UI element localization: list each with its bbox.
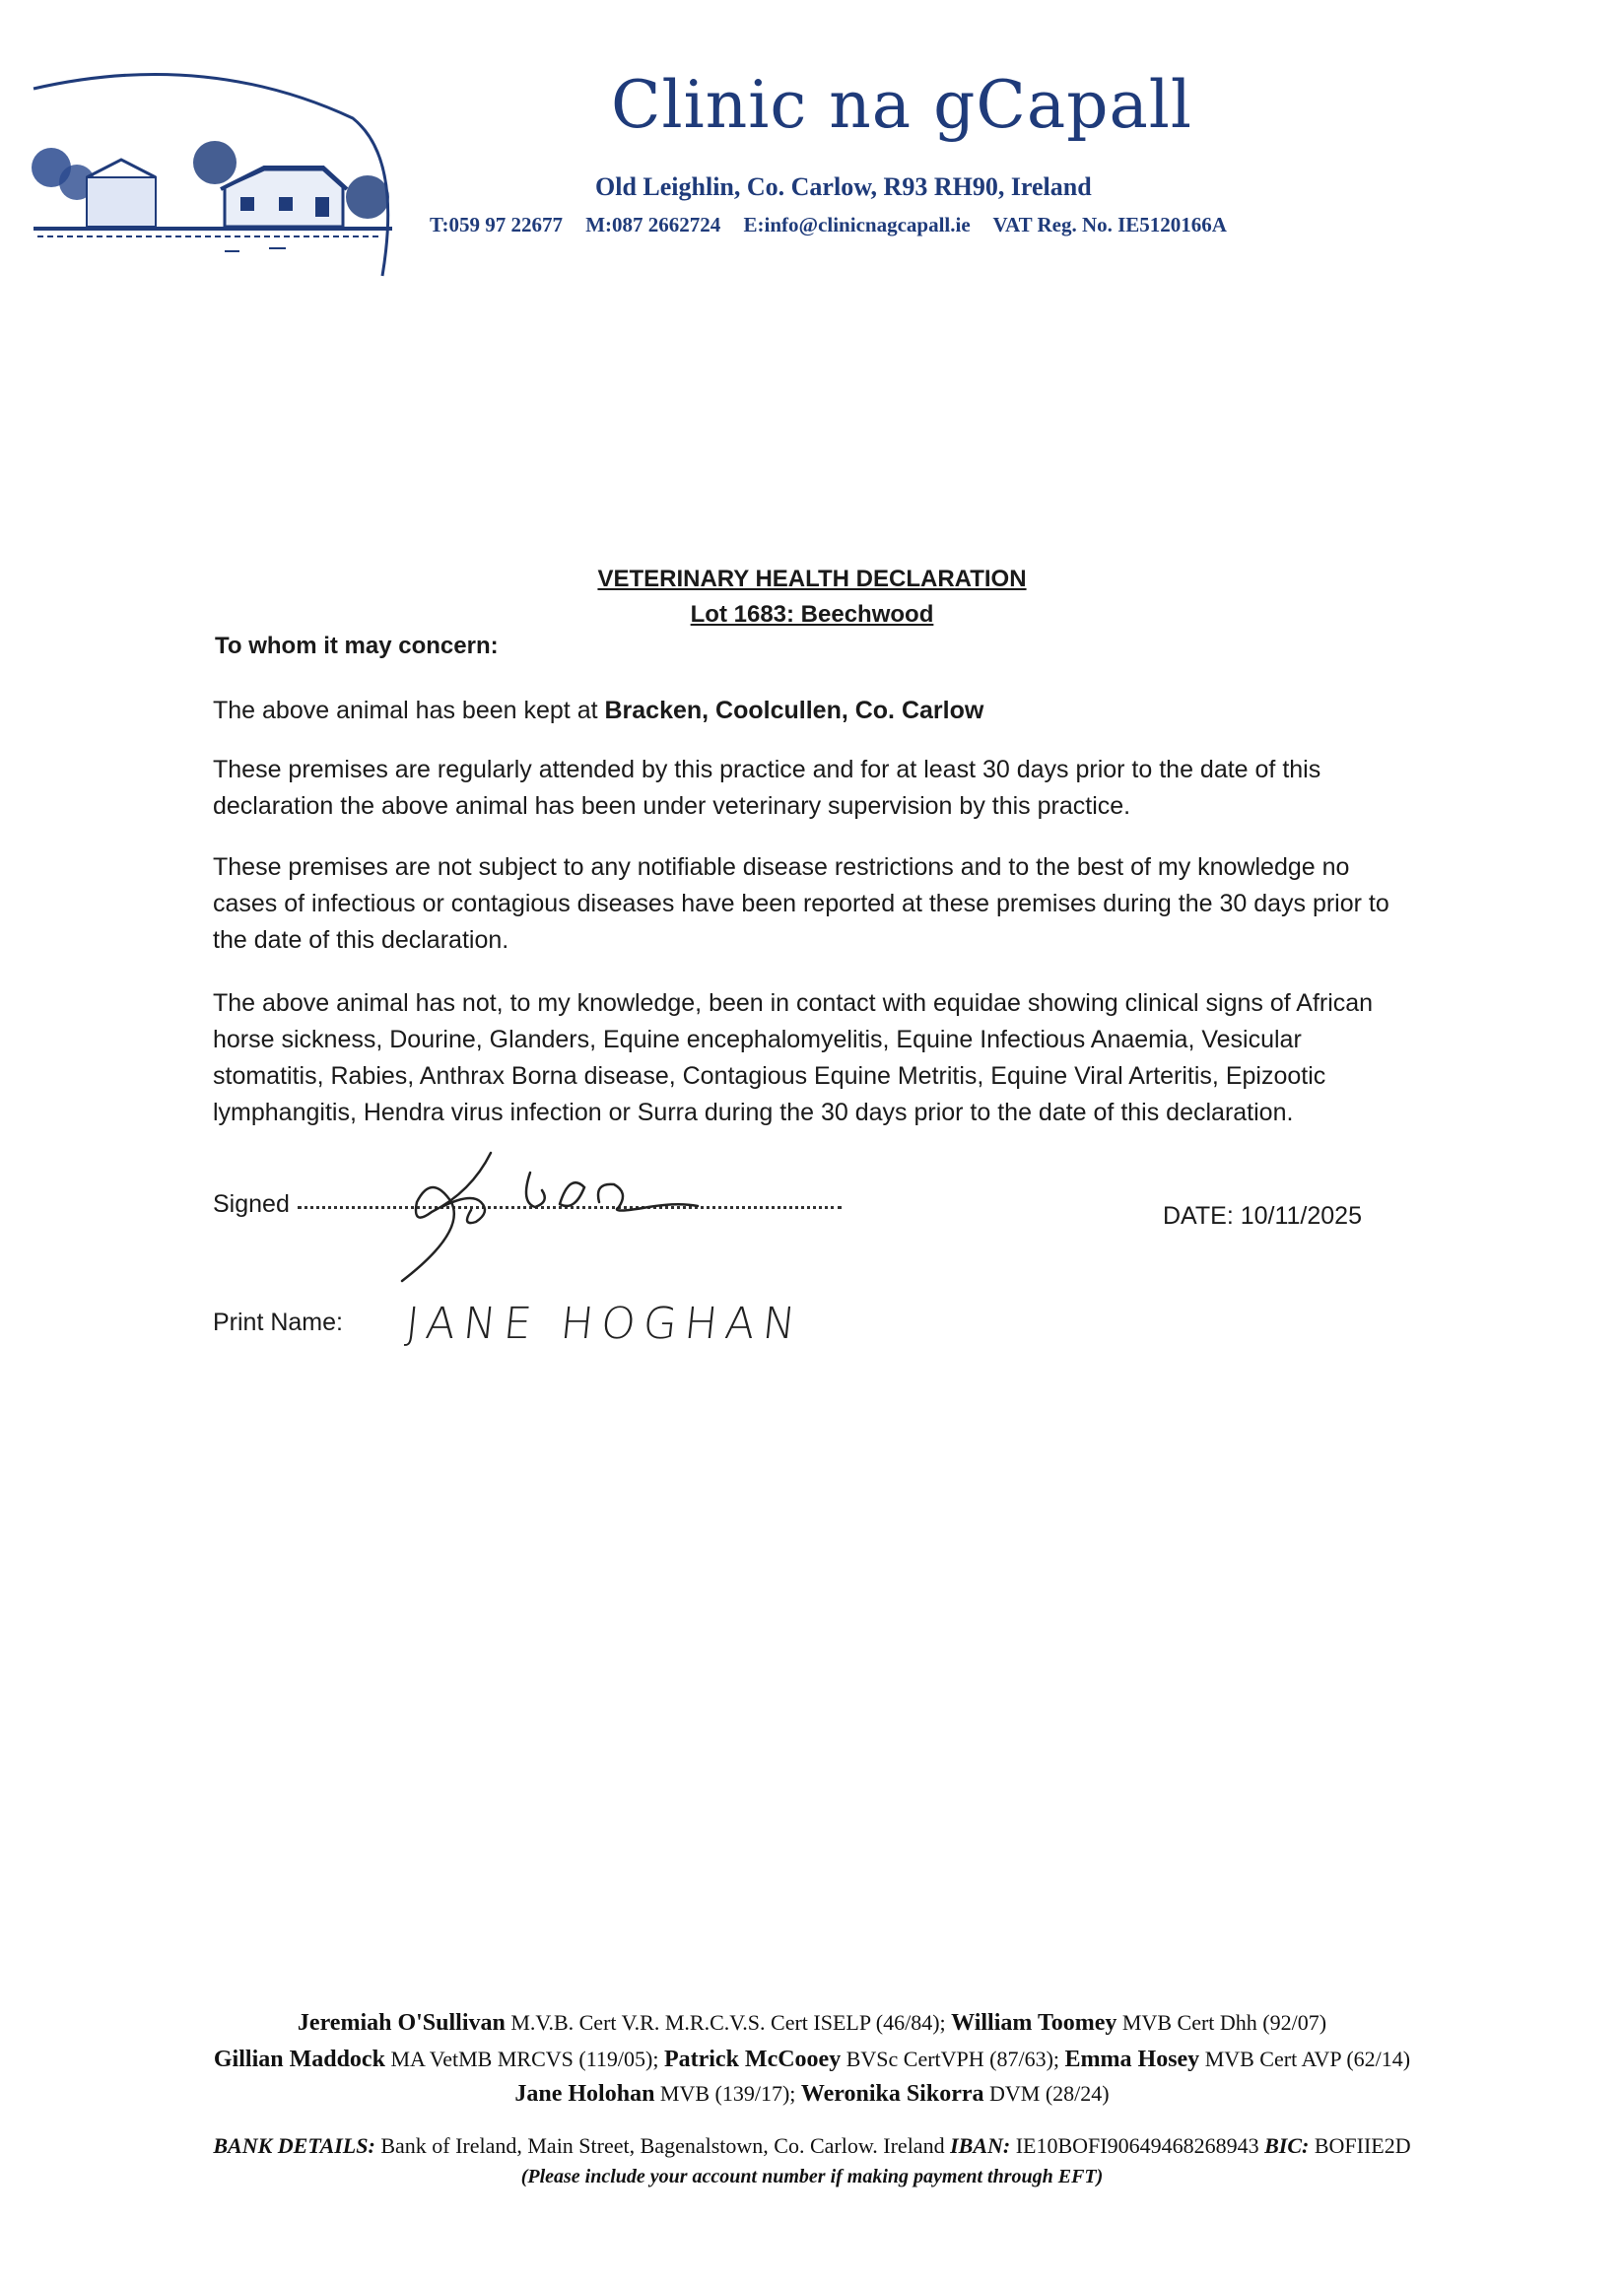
vat-number: VAT Reg. No. IE5120166A bbox=[992, 213, 1227, 236]
iban-label: IBAN: bbox=[950, 2133, 1011, 2158]
vet-name: Emma Hosey bbox=[1064, 2047, 1200, 2072]
vet-quals: MA VetMB MRCVS (119/05); bbox=[384, 2047, 664, 2071]
vet-name: Jeremiah O'Sullivan bbox=[297, 2010, 506, 2036]
vet-quals: MVB Cert Dhh (92/07) bbox=[1116, 2010, 1327, 2035]
bank-label: BANK DETAILS: bbox=[213, 2133, 375, 2158]
kept-at-paragraph bbox=[213, 693, 1410, 729]
declaration-date: DATE: 10/11/2025 bbox=[1163, 1202, 1362, 1230]
vet-name: William Toomey bbox=[951, 2010, 1117, 2036]
payment-note: (Please include your account number if making payment through EFT) bbox=[520, 2166, 1104, 2187]
printed-name-handwritten: JANE HOGHAN bbox=[403, 1299, 806, 1349]
iban-value: IE10BOFI90649468268943 bbox=[1010, 2133, 1265, 2158]
vets-line-1 bbox=[0, 2010, 1624, 2037]
vet-quals: M.V.B. Cert V.R. M.R.C.V.S. Cert ISELP (46/84); bbox=[505, 2010, 952, 2035]
clinic-address: Old Leighlin, Co. Carlow, R93 RH90, Ireland bbox=[595, 172, 1092, 201]
signed-label: Signed bbox=[213, 1190, 290, 1218]
lot-reference: Lot 1683: Beechwood bbox=[690, 601, 934, 628]
kept-at-prefix: The above animal has been kept at bbox=[213, 697, 605, 724]
restrictions-paragraph: These premises are not subject to any notifiable disease restrictions and to the best of my knowledge no cases of infectious or contagious diseases have been reported at these premises during the 30 days prior to the date of this declaration. bbox=[213, 853, 1389, 954]
vet-quals: MVB (139/17); bbox=[654, 2081, 801, 2106]
contact-paragraph: The above animal has not, to my knowledge, been in contact with equidae showing clinical signs of African horse sickness, Dourine, Glanders, Equine encephalomyelitis, Equine Infectious Anaemia, Vesicular stomatitis, Rabies, Anthrax Borna disease, Contagious Equine Metritis, Equine Viral Arteritis, Epizootic lymphangitis, Hendra virus infection or Surra during the 30 days prior to the date of this declaration. bbox=[213, 989, 1374, 1126]
vet-quals: DVM (28/24) bbox=[983, 2081, 1110, 2106]
bank-value: Bank of Ireland, Main Street, Bagenalstown, Co. Carlow. Ireland bbox=[374, 2133, 951, 2158]
vet-quals: MVB Cert AVP (62/14) bbox=[1199, 2047, 1411, 2071]
phone-number: T:059 97 22677 bbox=[430, 213, 563, 236]
vet-name: Patrick McCooey bbox=[663, 2047, 842, 2072]
email-address: E:info@clinicnagcapall.ie bbox=[743, 213, 971, 236]
document-title: VETERINARY HEALTH DECLARATION bbox=[597, 566, 1027, 592]
salutation: To whom it may concern: bbox=[215, 633, 499, 659]
kept-at-location: Bracken, Coolcullen, Co. Carlow bbox=[604, 697, 984, 724]
clinic-name: Clinic na gCapall bbox=[611, 67, 1193, 143]
contact-line bbox=[430, 213, 1245, 237]
print-name-label: Print Name: bbox=[213, 1309, 343, 1336]
vet-name: Gillian Maddock bbox=[213, 2047, 385, 2072]
bic-value: BOFIIE2D bbox=[1309, 2133, 1411, 2158]
bank-details bbox=[0, 2133, 1624, 2159]
vets-line-3 bbox=[0, 2081, 1624, 2108]
bic-label: BIC: bbox=[1264, 2133, 1310, 2158]
vets-line-2 bbox=[0, 2047, 1624, 2073]
clinic-logo bbox=[28, 59, 402, 281]
vet-quals: BVSc CertVPH (87/63); bbox=[841, 2047, 1065, 2071]
handwritten-signature bbox=[372, 1133, 727, 1291]
supervision-paragraph: These premises are regularly attended by this practice and for at least 30 days prior to the date of this declaration the above animal has been under veterinary supervision by this practice. bbox=[213, 756, 1321, 820]
vet-name: Jane Holohan bbox=[514, 2081, 655, 2107]
vet-name: Weronika Sikorra bbox=[800, 2081, 984, 2107]
mobile-number: M:087 2662724 bbox=[585, 213, 721, 236]
